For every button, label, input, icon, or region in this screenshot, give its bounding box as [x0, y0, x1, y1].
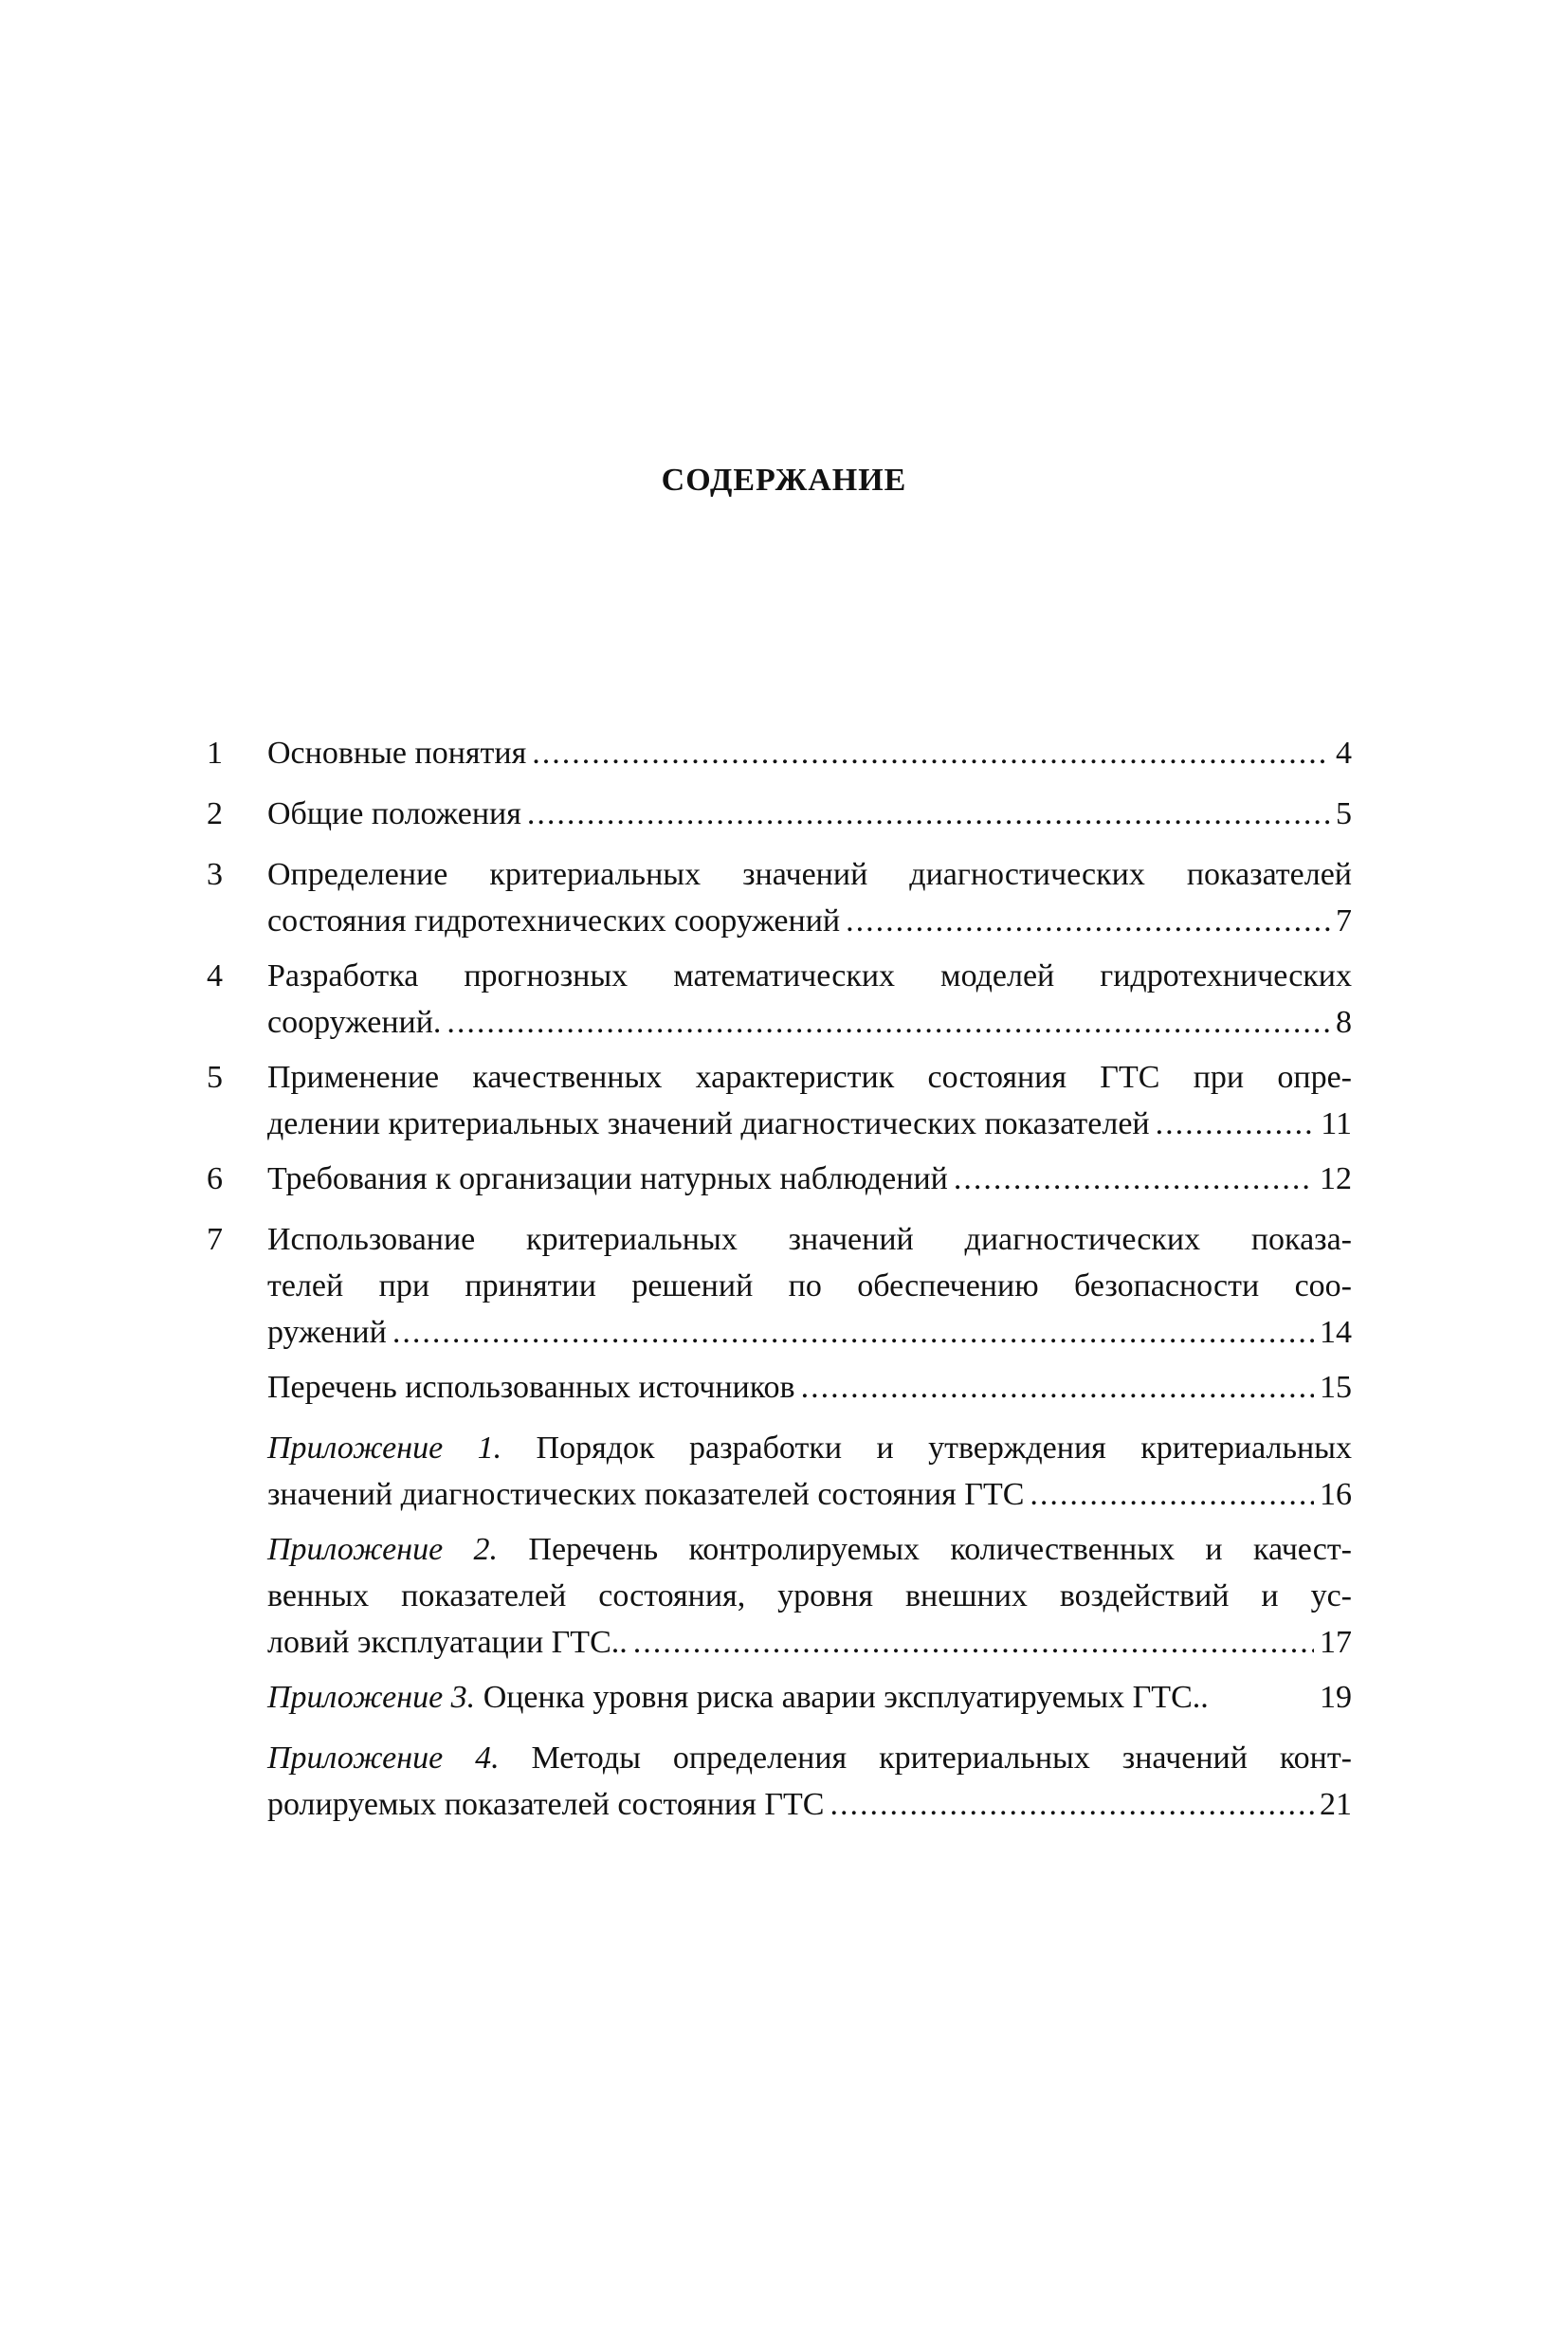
- dot-leader: [954, 1156, 1314, 1202]
- dot-leader: [846, 898, 1330, 944]
- toc-entry-title: Основные понятия: [267, 736, 527, 771]
- dot-leader: [532, 730, 1330, 776]
- appendix-label: Приложение 2.: [267, 1532, 499, 1567]
- toc-page-number: 7: [1336, 903, 1352, 939]
- toc-entry-title-line: Использование критериальных значений диагностических показа-: [267, 1222, 1352, 1257]
- toc-entry-7: [207, 1216, 1352, 1356]
- page-title: СОДЕРЖАНИЕ: [661, 463, 907, 498]
- dot-leader: [527, 791, 1330, 837]
- toc-entry-number: 2: [207, 796, 223, 831]
- toc-page-number: 14: [1320, 1315, 1352, 1350]
- dot-leader: [447, 999, 1330, 1046]
- toc-entry-title: делении критериальных значений диагностических показателей: [267, 1106, 1150, 1141]
- toc-entry-number: 3: [207, 857, 223, 892]
- toc-entry-title: ружений: [267, 1315, 387, 1350]
- toc-page-number: 8: [1336, 1005, 1352, 1040]
- toc-page-number: 19: [1320, 1680, 1352, 1715]
- toc-entry-4: [207, 953, 1352, 1046]
- toc-entry-title-line: Приложение 4. Методы определения критериальных значений конт-: [267, 1740, 1352, 1776]
- toc-entry-title: ролируемых показателей состояния ГТС: [267, 1787, 825, 1822]
- toc-entry-title-line: Определение критериальных значений диагностических показателей: [267, 857, 1352, 892]
- dot-leader: [830, 1781, 1314, 1828]
- toc-entry-title: Общие положения: [267, 796, 521, 831]
- toc-entry-3: [207, 851, 1352, 944]
- toc-appendix-4: [207, 1735, 1352, 1828]
- toc-page-number: 5: [1336, 796, 1352, 831]
- toc-appendix-2: [207, 1526, 1352, 1666]
- toc-entry-number: 4: [207, 958, 223, 993]
- toc-entry-title-line: Применение качественных характеристик состояния ГТС при опре-: [267, 1060, 1352, 1095]
- toc-page-number: 17: [1320, 1625, 1352, 1660]
- toc-entry-title-line: Приложение 2. Перечень контролируемых количественных и качест-: [267, 1532, 1353, 1567]
- dot-leader: [633, 1619, 1314, 1666]
- toc-page-number: 11: [1321, 1106, 1352, 1141]
- toc-entry-title-line: Разработка прогнозных математических моделей гидротехнических: [267, 958, 1352, 993]
- dot-leader: [1156, 1101, 1316, 1147]
- toc-entry-title: ловий эксплуатации ГТС..: [267, 1625, 628, 1660]
- toc-entry-title-line: Приложение 1. Порядок разработки и утверждения критериальных: [267, 1431, 1352, 1466]
- toc-entry-title: значений диагностических показателей состояния ГТС: [267, 1477, 1025, 1512]
- toc-entry-title: состояния гидротехнических сооружений: [267, 903, 841, 939]
- toc-entry-number: 1: [207, 736, 223, 771]
- toc-entry-title: Приложение 3. Оценка уровня риска аварии эксплуатируемых ГТС..: [267, 1680, 1209, 1715]
- toc-entry-6: [207, 1156, 1352, 1202]
- toc-entry-5: [207, 1054, 1352, 1147]
- toc-entry-number: 5: [207, 1060, 223, 1095]
- toc-entry-number: 7: [207, 1222, 223, 1257]
- toc-entry-title: Требования к организации натурных наблюдений: [267, 1161, 948, 1196]
- toc-entry-title: Перечень использованных источников: [267, 1370, 795, 1405]
- toc-page-number: 16: [1320, 1477, 1352, 1512]
- toc-page-number: 21: [1320, 1787, 1352, 1822]
- table-of-contents: [207, 730, 1352, 1842]
- appendix-label: Приложение 4.: [267, 1740, 500, 1776]
- appendix-label: Приложение 1.: [267, 1431, 502, 1466]
- toc-entry-1: [207, 730, 1352, 776]
- toc-entry-title-line: венных показателей состояния, уровня внешних воздействий и ус-: [267, 1578, 1352, 1613]
- toc-appendix-1: [207, 1425, 1352, 1518]
- toc-entry-2: [207, 791, 1352, 837]
- dot-leader: [801, 1364, 1314, 1411]
- toc-entry-number: 6: [207, 1161, 223, 1196]
- toc-entry-title: сооружений.: [267, 1005, 442, 1040]
- toc-page-number: 4: [1336, 736, 1352, 771]
- toc-entry-sources: [207, 1364, 1352, 1411]
- appendix-label: Приложение 3.: [267, 1680, 476, 1715]
- toc-page-number: 12: [1320, 1161, 1352, 1196]
- toc-entry-title-line: телей при принятии решений по обеспечению безопасности соо-: [267, 1268, 1352, 1303]
- toc-appendix-3: [207, 1674, 1352, 1721]
- dot-leader: [1030, 1471, 1314, 1518]
- dot-leader: [392, 1309, 1314, 1356]
- toc-page-number: 15: [1320, 1370, 1352, 1405]
